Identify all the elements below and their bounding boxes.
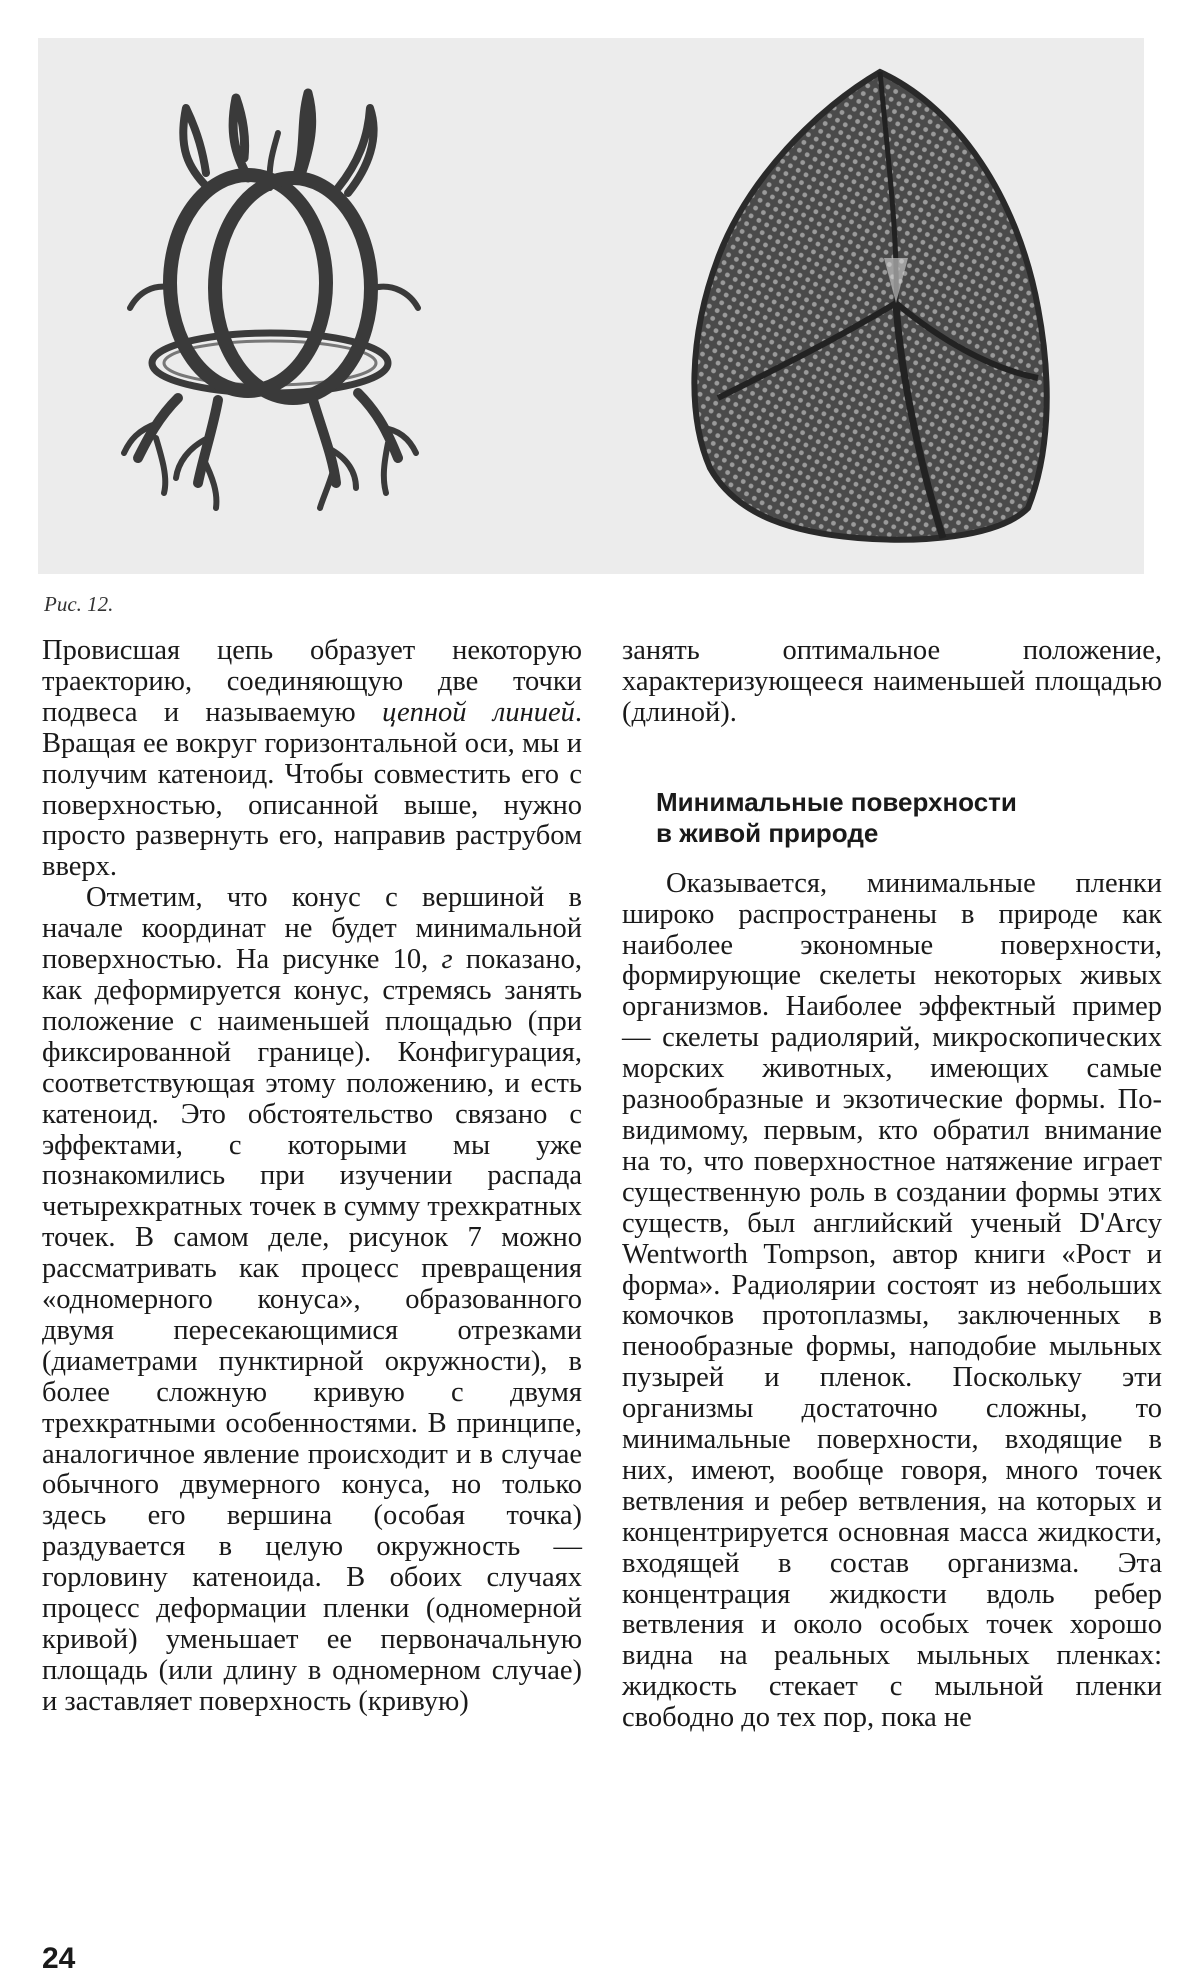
paragraph: Отметим, что конус с вершиной в начале координат не будет минимальной поверхностью. На рисунке 10, г показано, как деформируется конус, стремясь занять положение с наименьшей площадью (при фиксированной границе). Конфигурация, соответствующая этому положению, и есть катеноид. Это обстоятельство связано с эффектами, с которыми мы уже познакомились при изучении распада четырехкратных точек в сумму трехкратных точек. В самом деле, рисунок 7 можно рассматривать как процесс превращения «одномерного конуса», образованного двумя пересекающимися отрезками (диаметрами пунктирной окружности), в более сложную кривую с двумя трехкратными особенностями. В принципе, аналогичное явление происходит и в случае обычного двумерного конуса, но только здесь его вершина (особая точка) раздувается в целую окружность — горловину катеноида. В обоих случаях процесс деформации пленки (одномерной кривой) уменьшает ее первоначальную площадь (или длину в одномерном случае) и заставляет поверхность (кривую) xyxy=(42,882,583,1717)
left-column xyxy=(42,636,582,1718)
right-column xyxy=(622,636,1162,1734)
paragraph: Оказывается, минимальные пленки широко распространены в природе как наиболее экономные поверхности, формирующие скелеты некоторых живых организмов. Наиболее эффектный пример — скелеты радиолярий, микроскопических морских животных, имеющих самые разнообразные и экзотические формы. По-видимому, первым, кто обратил внимание на то, что поверхностное натяжение играет существенную роль в создании формы этих существ, был английский ученый D'Arcy Wentworth Tompson, автор книги «Рост и форма». Радиолярии состоят из небольших комочков протоплазмы, заключенных в пенообразные формы, наподобие мыльных пузырей и пленок. Поскольку эти организмы достаточно сложны, то минимальные поверхности, входящие в них, имеют, вообще говоря, много точек ветвления и ребер ветвления, на которых и концентрируется основная масса жидкости, входящей в состав организма. Эта концентрация жидкости вдоль ребер ветвления и около особых точек хорошо видна на реальных мыльных пленках: жидкость стекает с мыльной пленки свободно до тех пор, пока не xyxy=(622,867,1162,1734)
page-number: 24 xyxy=(42,1942,76,1975)
paragraph: занять оптимальное положение, характеризующееся наименьшей площадью (длиной). xyxy=(622,635,1162,728)
section-heading: Минимальные поверхности в живой природе xyxy=(656,786,1017,848)
paragraph: Провисшая цепь образует некоторую траекторию, соединяющую две точки подвеса и называемую цепной линией. Вращая ее вокруг горизонтальной оси, мы и получим катеноид. Чтобы совместить его с поверхностью, описанной выше, нужно просто развернуть его, направив раструбом вверх. xyxy=(42,635,583,883)
figure-caption: Рис. 12. xyxy=(44,592,114,616)
figure-12 xyxy=(38,38,1144,574)
